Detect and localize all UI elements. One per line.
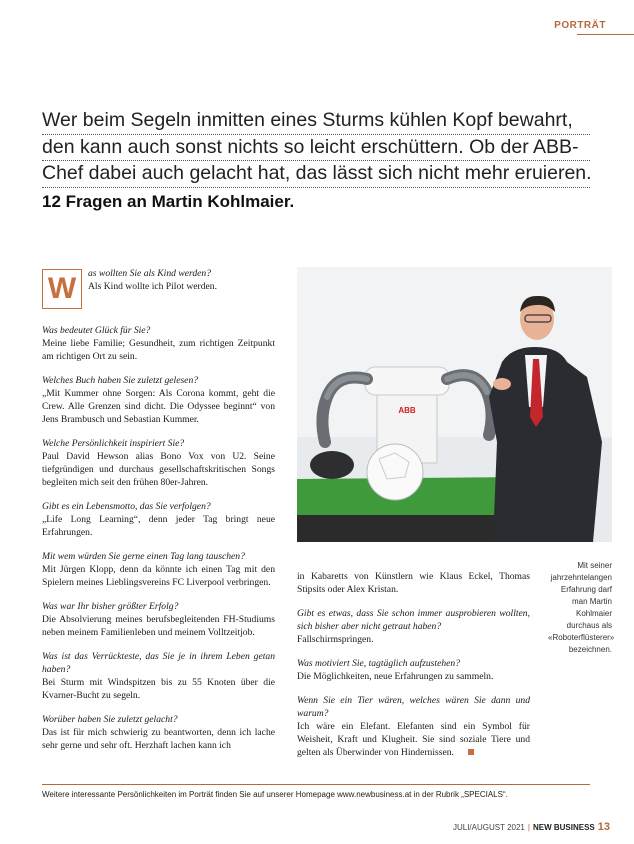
question: Gibt es ein Lebensmotto, das Sie verfolgen? [42, 501, 211, 512]
answer: Die Absolvierung meines berufsbegleitenden FH-Studiums neben meinem Familienleben und meinem Volltzeitjob. [42, 614, 275, 638]
answer: Mit Jürgen Klopp, denn da könnte ich einen Tag mit den Spielern meines Lieblingsvereins FC Liverpool verbringen. [42, 564, 275, 588]
answer: Als Kind wollte ich Pilot werden. [88, 281, 217, 292]
question: Was motiviert Sie, tagtäglich aufzustehen? [297, 658, 460, 669]
issue-date: JULI/AUGUST 2021 [452, 823, 525, 832]
answer: „Mit Kummer ohne Sorgen: Als Corona kommt, geht die Crew. Alle Grenzen sind dicht. Die Odyssee beginnt“ von Jens Brambusch und Sebastian Kummer. [42, 388, 275, 425]
separator: | [527, 823, 530, 832]
qa-item [297, 694, 530, 759]
robot-and-person-illustration [297, 267, 612, 542]
lead-paragraph [42, 108, 590, 188]
portrait-photo [297, 267, 612, 542]
footer-rule [42, 784, 590, 785]
answer: „Life Long Learning“, denn jeder Tag bringt neue Erfahrungen. [42, 514, 275, 538]
question: Was ist das Verrückteste, das Sie je in ihrem Leben getan haben? [42, 651, 275, 675]
question: Wenn Sie ein Tier wären, welches wären Sie dann und warum? [297, 695, 530, 719]
photo-caption: Mit seiner jahrzehntelangen Erfahrung darf man Martin Kohlmaier durchaus als «Roboterflüsterer» bezeichnen. [548, 561, 615, 654]
qa-item [42, 324, 275, 363]
section-rule [577, 34, 634, 35]
qa-item [42, 713, 275, 752]
abb-logo: ABB [398, 406, 416, 415]
magazine-brand: NEW BUSINESS [532, 823, 595, 832]
answer: Fallschirmspringen. [297, 634, 374, 645]
question: Was war Ihr bisher größter Erfolg? [42, 601, 179, 612]
lead-line: Wer beim Segeln inmitten eines Sturms kühlen Kopf bewahrt, [42, 108, 590, 135]
page-info [453, 821, 610, 833]
interview-column-1 [42, 267, 275, 763]
article-subtitle: 12 Fragen an Martin Kohlmaier. [42, 192, 295, 211]
qa-item [297, 657, 530, 683]
qa-item [297, 607, 530, 646]
answer: Das ist für mich schwierig zu beantworten, denn ich lache sehr gerne und sehr oft. Herzhaft lachen kann ich [42, 727, 275, 751]
qa-item [42, 550, 275, 589]
qa-item [297, 570, 530, 596]
qa-item [42, 650, 275, 702]
answer: Paul David Hewson alias Bono Vox von U2. Seine tiefgründigen und durchaus gesellschaftskritischen Songs begleiten mich seit den frühen 80er-Jahren. [42, 451, 275, 488]
question: Gibt es etwas, dass Sie schon immer ausprobieren wollten, sich bisher aber nicht getraut haben? [297, 608, 530, 632]
lead-line: Chef dabei auch gelacht hat, das lässt sich nicht mehr eruieren. [42, 161, 590, 188]
qa-item [42, 437, 275, 489]
page-number: 13 [597, 821, 610, 833]
answer: Meine liebe Familie; Gesundheit, zum richtigen Zeitpunkt am richtigen Ort zu sein. [42, 338, 275, 362]
question: Welches Buch haben Sie zuletzt gelesen? [42, 375, 199, 386]
qa-item [42, 267, 275, 313]
section-label: PORTRÄT [554, 20, 606, 31]
lead-line: den kann auch sonst nichts so leicht erschüttern. Ob der ABB- [42, 135, 590, 162]
question: as wollten Sie als Kind werden? [88, 268, 212, 279]
end-mark-icon [468, 749, 474, 755]
interview-column-2 [297, 570, 530, 770]
drop-cap: W [42, 269, 82, 309]
answer: Die Möglichkeiten, neue Erfahrungen zu sammeln. [297, 671, 494, 682]
qa-item [42, 600, 275, 639]
qa-item [42, 374, 275, 426]
answer-continuation: in Kabaretts von Künstlern wie Klaus Eckel, Thomas Stipsits oder Alex Kristan. [297, 571, 530, 595]
qa-item [42, 500, 275, 539]
footer-note: Weitere interessante Persönlichkeiten im Porträt finden Sie auf unserer Homepage www.newbusiness.at in der Rubrik „SPECIALS“. [42, 790, 508, 799]
question: Worüber haben Sie zuletzt gelacht? [42, 714, 178, 725]
question: Mit wem würden Sie gerne einen Tag lang tauschen? [42, 551, 245, 562]
answer: Bei Sturm mit Windspitzen bis zu 55 Knoten über die Kvarner-Bucht zu segeln. [42, 677, 275, 701]
question: Was bedeutet Glück für Sie? [42, 325, 151, 336]
question: Welche Persönlichkeit inspiriert Sie? [42, 438, 185, 449]
answer: Ich wäre ein Elefant. Elefanten sind ein Symbol für Weisheit, Kraft und Klugheit. Sie sind soziale Tiere und gelten als Überwinder von Hindernissen. [297, 721, 530, 758]
